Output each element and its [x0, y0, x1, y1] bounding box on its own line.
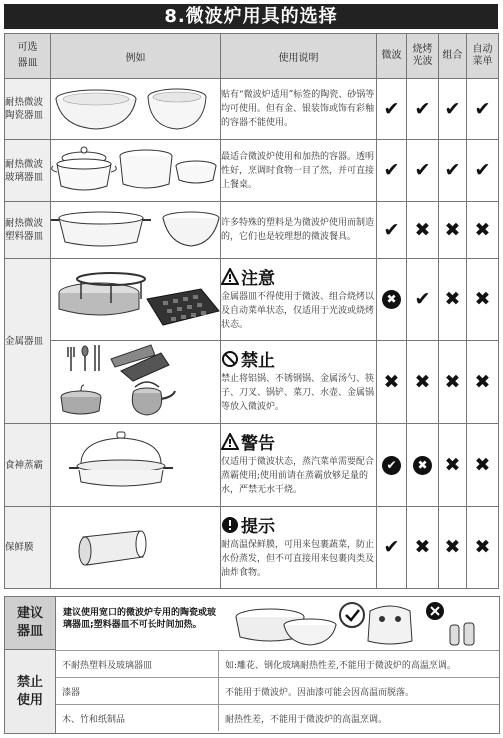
table-row	[5, 424, 499, 507]
warning-desc: 仅适用于微波状态，蒸汽菜单需要配合蒸霸使用;使用前请在蒸霸放够足量的水，严禁无水干烧。	[221, 457, 375, 495]
header-category: 可选 器皿	[5, 34, 51, 79]
mark-combo: ✖	[439, 341, 467, 424]
notice-cell	[221, 259, 377, 341]
header-usage: 使用说明	[221, 34, 377, 79]
ceramic-bowls-illustration	[51, 79, 221, 140]
mark-microwave: ✖	[377, 341, 407, 424]
mark-combo: ✖	[439, 507, 467, 589]
row-name: 耐热微波 陶瓷器皿	[5, 79, 51, 140]
mark-grill: ✔	[407, 79, 439, 140]
prohibited-icon	[221, 350, 239, 368]
mark-auto: ✔	[467, 140, 499, 202]
forbidden-item-reason: 不能用于微波炉。因油漆可能会因高温而脱落。	[219, 678, 500, 705]
mark-microwave: ✖	[377, 259, 407, 341]
table-row	[56, 678, 499, 705]
mark-auto: ✖	[467, 341, 499, 424]
tip-desc: 耐高温保鲜膜，可用来包裹蔬菜，防止水份蒸发，但不可直接用来包裹肉类及油炸食物。	[221, 539, 375, 578]
mark-auto: ✔	[467, 79, 499, 140]
cling-film-illustration	[51, 507, 221, 589]
recommend-label: 建议 器皿	[5, 597, 56, 650]
mark-grill: ✖	[407, 202, 439, 259]
mark-microwave: ✔	[377, 424, 407, 507]
forbidden-item-reason: 耐热性差，不能用于微波炉的高温烹调。	[219, 705, 500, 732]
mark-auto: ✖	[467, 507, 499, 589]
page-title: 8.微波炉用具的选择	[4, 4, 498, 29]
row-desc: 最适合微波炉使用和加热的容器。透明性好，烹调时食物一目了然，并可直接上餐桌。	[221, 140, 377, 202]
plastic-containers-illustration	[51, 202, 221, 259]
table-row	[5, 259, 499, 341]
warning-cell	[221, 424, 377, 507]
table-row	[5, 202, 499, 259]
header-mode-microwave: 微波	[377, 34, 407, 79]
table-header	[5, 34, 499, 79]
table-row	[56, 651, 499, 678]
table-row	[5, 507, 499, 589]
tip-cell	[221, 507, 377, 589]
row-name: 耐热微波 塑料器皿	[5, 202, 51, 259]
mark-microwave: ✔	[377, 202, 407, 259]
exclamation-circle-icon	[221, 516, 239, 534]
forbidden-item-name: 漆器	[56, 678, 219, 705]
mark-combo: ✔	[439, 140, 467, 202]
recommend-illustration	[230, 597, 498, 649]
forbidden-label: 禁止 使用	[5, 650, 56, 733]
tip-title: 提示	[221, 516, 376, 538]
mark-auto: ✖	[467, 259, 499, 341]
row-desc: 贴有“微波炉适用”标签的陶瓷、砂锅等均可使用。但有金、银装饰或饰有彩釉的容器不能使用。	[221, 79, 377, 140]
row-desc: 许多特殊的塑料是为微波炉使用而制造的，它们也是较理想的微波餐具。	[221, 202, 377, 259]
steamer-illustration	[51, 424, 221, 507]
forbid-desc: 禁止将铝锅、不锈钢锅、金属汤勺、筷子、刀叉、锅铲、菜刀、水壶、金属锅等放入微波炉。	[221, 374, 375, 412]
row-name: 保鲜膜	[5, 507, 51, 589]
forbidden-item-name: 不耐热塑料及玻璃器皿	[56, 651, 219, 678]
row-name: 金属器皿	[5, 259, 51, 424]
header-mode-auto: 自动 菜单	[467, 34, 499, 79]
forbid-title: 禁止	[221, 350, 376, 372]
table-row	[5, 79, 499, 140]
mark-combo: ✖	[439, 259, 467, 341]
cookware-table	[4, 33, 499, 589]
mark-auto: ✖	[467, 424, 499, 507]
row-name: 耐热微波 玻璃器皿	[5, 140, 51, 202]
forbidden-item-reason: 如:雕花、钢化玻璃耐热性差,不能用于微波炉的高温烹调。	[219, 651, 500, 678]
table-row	[5, 140, 499, 202]
recommend-text: 建议使用宽口的微波炉专用的陶瓷或玻璃器皿;塑料器皿不可长时间加热。	[63, 608, 217, 630]
notice-desc: 金属器皿不得使用于微波、组合烧烤以及自动菜单状态，仅适用于光波或烧烤状态。	[221, 291, 375, 330]
metal-trays-illustration	[51, 259, 221, 341]
forbid-cell	[221, 341, 377, 424]
header-mode-grill: 烧烤 光波	[407, 34, 439, 79]
mark-microwave: ✔	[377, 79, 407, 140]
row-name: 食神蒸霸	[5, 424, 51, 507]
recommendation-panel	[4, 596, 500, 734]
table-row	[56, 705, 499, 732]
warning-title: 警告	[221, 433, 376, 455]
mark-grill: ✖	[407, 507, 439, 589]
mark-combo: ✔	[439, 79, 467, 140]
mark-auto: ✖	[467, 202, 499, 259]
warning-triangle-icon	[221, 268, 239, 286]
mark-combo: ✖	[439, 202, 467, 259]
mark-microwave: ✔	[377, 507, 407, 589]
mark-combo: ✖	[439, 424, 467, 507]
table-row	[5, 341, 499, 424]
warning-triangle-icon	[221, 433, 239, 451]
mark-grill: ✔	[407, 259, 439, 341]
header-example: 例如	[51, 34, 221, 79]
glass-cookware-illustration	[51, 140, 221, 202]
forbidden-table	[56, 650, 499, 731]
mark-microwave: ✔	[377, 140, 407, 202]
mark-grill: ✖	[407, 424, 439, 507]
notice-title: 注意	[221, 268, 376, 290]
metal-utensils-illustration	[51, 341, 221, 424]
mark-grill: ✔	[407, 140, 439, 202]
header-mode-combo: 组合	[439, 34, 467, 79]
forbidden-item-name: 木、竹和纸制品	[56, 705, 219, 732]
mark-grill: ✖	[407, 341, 439, 424]
